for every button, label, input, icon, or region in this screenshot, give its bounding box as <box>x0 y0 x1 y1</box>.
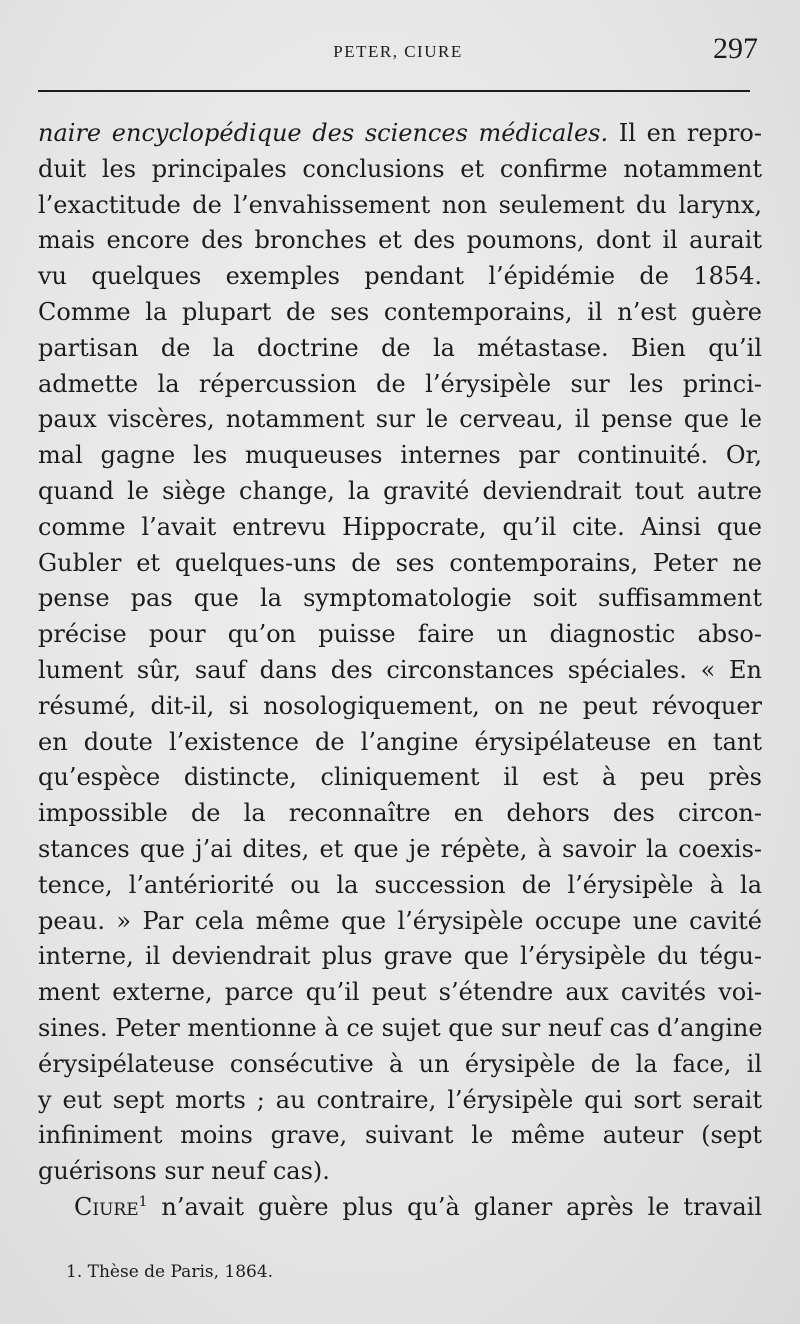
body-text <box>38 116 762 1226</box>
text-line: qu’espèce distincte, cliniquement il est à peu près <box>38 763 762 792</box>
text-line: Gubler et quelques-uns de ses contemporains, Peter ne <box>38 548 762 577</box>
footnote: 1. Thèse de Paris, 1864. <box>66 1262 274 1282</box>
text-line <box>38 116 762 152</box>
text-fragment: n’avait guère plus qu’à glaner après le travail <box>147 1192 762 1221</box>
text-line: l’exactitude de l’envahissement non seulement du larynx, <box>38 190 762 219</box>
text-line: Comme la plupart de ses contemporains, il n’est guère <box>38 297 762 326</box>
italic-citation: naire encyclopédique des sciences médicales. <box>38 119 609 147</box>
author-name: Ciure <box>74 1192 139 1221</box>
text-line: duit les principales conclusions et confirme notamment <box>38 154 762 183</box>
page-header <box>38 30 758 74</box>
text-line: quand le siège change, la gravité deviendrait tout autre <box>38 476 762 505</box>
text-line: mal gagne les muqueuses internes par continuité. Or, <box>38 441 762 470</box>
text-line: guérisons sur neuf cas). <box>38 1157 330 1186</box>
text-line: stances que j’ai dites, et que je répète, à savoir la coexis- <box>38 834 762 863</box>
text-line: sines. Peter mentionne à ce sujet que sur neuf cas d’angine <box>38 1013 763 1042</box>
text-line: mais encore des bronches et des poumons, dont il aurait <box>38 226 762 255</box>
running-head: PETER, CIURE <box>333 42 463 61</box>
text-line: infiniment moins grave, suivant le même auteur (sept <box>38 1121 762 1150</box>
page-number: 297 <box>713 32 758 65</box>
text-line: partisan de la doctrine de la métastase. Bien qu’il <box>38 333 762 362</box>
footnote-marker: 1 <box>138 1193 148 1210</box>
text-line: vu quelques exemples pendant l’épidémie de 1854. <box>38 262 762 291</box>
text-line <box>38 1190 762 1226</box>
text-line: en doute l’existence de l’angine érysipélateuse en tant <box>38 727 762 756</box>
text-line: précise pour qu’on puisse faire un diagnostic abso- <box>38 620 762 649</box>
text-line: admette la répercussion de l’érysipèle sur les princi- <box>38 369 762 398</box>
text-line: y eut sept morts ; au contraire, l’érysipèle qui sort serait <box>38 1085 762 1114</box>
text-line: comme l’avait entrevu Hippocrate, qu’il cite. Ainsi que <box>38 512 762 541</box>
text-line: interne, il deviendrait plus grave que l’érysipèle du tégu- <box>38 942 762 971</box>
text-line: pense pas que la symptomatologie soit suffisamment <box>38 584 762 613</box>
text-line: impossible de la reconnaître en dehors des circon- <box>38 799 762 828</box>
text-fragment: Il en repro- <box>608 119 762 147</box>
text-line: peau. » Par cela même que l’érysipèle occupe une cavité <box>38 906 762 935</box>
text-line: tence, l’antériorité ou la succession de l’érysipèle à la <box>38 870 762 899</box>
text-line: érysipélateuse consécutive à un érysipèle de la face, il <box>38 1049 762 1078</box>
text-line: résumé, dit-il, si nosologiquement, on ne peut révoquer <box>38 691 762 720</box>
text-line: lument sûr, sauf dans des circonstances spéciales. « En <box>38 655 762 684</box>
header-rule <box>38 90 750 92</box>
text-line: ment externe, parce qu’il peut s’étendre aux cavités voi- <box>38 978 762 1007</box>
text-line: paux viscères, notamment sur le cerveau, il pense que le <box>38 405 762 434</box>
